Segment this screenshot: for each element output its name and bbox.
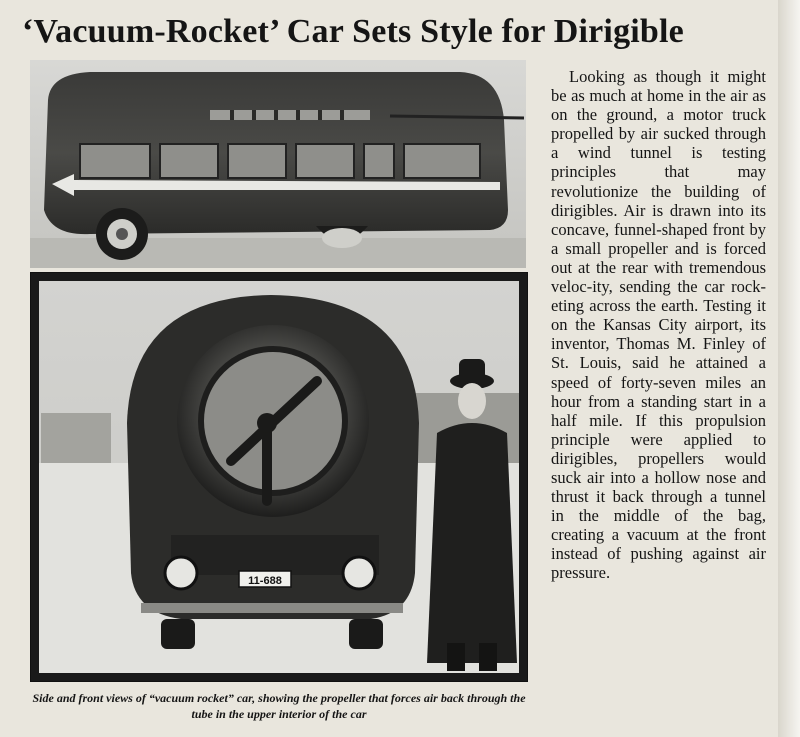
page-edge [778,0,800,737]
article-body-text: Looking as though it might be as much at home in the air as on the ground, a motor truck propelled by air sucked through a wind tunnel is testing principles that may revolutionize the building of dirigibles. Air is drawn into its concave, funnel-shaped front by a small propeller and is forced out at the rear with tremendous veloc-ity, sending the car rock-eting across the earth. Testing it on the Kansas City airport, its inventor, Thomas M. Finley of St. Louis, said he attained a speed of forty-seven miles an hour from a standing start in a half mile. If this propulsion principle were applied to dirigibles, propellers would suck air into a hollow nose and thrust it back through a tunnel in the middle of the bag, creating a vacuum at the front instead of pushing against air pressure. [551,67,766,583]
license-plate: 11-688 [248,575,282,587]
photo-caption: Side and front views of “vacuum rocket” car, showing the propeller that forces air back through the tube in the upper interior of the car [32,691,526,721]
side-view-photo [30,60,526,268]
front-view-photo [30,272,528,682]
article-title: ‘Vacuum-Rocket’ Car Sets Style for Dirigible [22,13,684,50]
article-body [551,67,766,583]
